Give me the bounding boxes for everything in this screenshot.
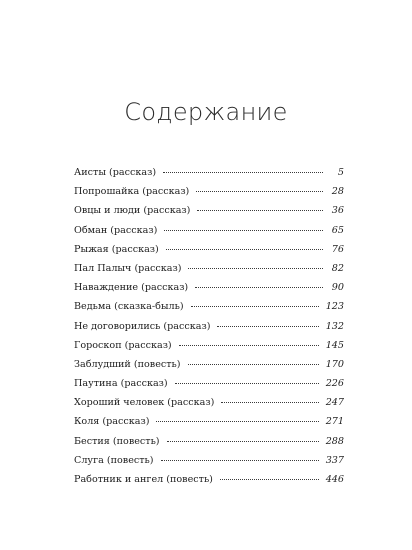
toc-entry-title: Овцы и люди (рассказ)	[74, 205, 191, 217]
toc-page-number: 247	[325, 397, 344, 409]
toc-page-number: 288	[325, 435, 344, 447]
table-of-contents	[74, 167, 344, 493]
dot-leader	[163, 171, 323, 173]
toc-entry-title: Ведьма (сказка-быль)	[74, 301, 184, 313]
dot-leader	[191, 305, 319, 307]
toc-entry	[74, 244, 344, 263]
toc-page-number: 5	[337, 167, 344, 178]
toc-entry	[74, 301, 344, 320]
toc-entry-title: Коля (рассказ)	[74, 416, 150, 428]
toc-page-number: 132	[325, 320, 344, 332]
toc-page-number: 446	[325, 474, 344, 485]
toc-entry-title: Гороскоп (рассказ)	[74, 339, 172, 351]
toc-entry	[74, 474, 344, 493]
dot-leader	[166, 248, 323, 250]
toc-entry	[74, 340, 344, 359]
toc-entry	[74, 378, 344, 397]
toc-entry	[74, 225, 344, 244]
toc-entry	[74, 397, 344, 416]
toc-page-number: 36	[331, 205, 344, 217]
toc-page-number: 271	[325, 416, 344, 428]
toc-entry	[74, 263, 344, 282]
toc-page-number: 82	[331, 262, 344, 274]
dot-leader	[156, 420, 318, 422]
toc-entry-title: Наваждение (рассказ)	[74, 282, 189, 294]
toc-entry-title: Рыжая (рассказ)	[74, 243, 159, 255]
dot-leader	[220, 478, 319, 480]
dot-leader	[188, 363, 319, 365]
toc-page-number: 337	[325, 454, 344, 466]
toc-page-number: 28	[331, 186, 344, 198]
toc-entry-title: Попрошайка (рассказ)	[74, 186, 190, 198]
dot-leader	[161, 459, 319, 461]
dot-leader	[164, 229, 323, 231]
dot-leader	[221, 401, 318, 403]
toc-page-number: 145	[325, 339, 344, 351]
toc-entry-title: Заблудший (повесть)	[74, 358, 181, 370]
toc-entry-title: Пал Палыч (рассказ)	[74, 262, 182, 274]
toc-entry-title: Не договорились (рассказ)	[74, 320, 211, 332]
toc-page-number: 65	[331, 224, 344, 236]
dot-leader	[188, 267, 323, 269]
toc-page-number: 76	[331, 243, 344, 255]
toc-entry	[74, 167, 344, 186]
toc-page-number: 226	[325, 378, 344, 390]
toc-entry	[74, 282, 344, 301]
dot-leader	[217, 325, 318, 327]
dot-leader	[179, 344, 319, 346]
toc-entry-title: Хороший человек (рассказ)	[74, 397, 215, 409]
toc-entry	[74, 416, 344, 435]
toc-entry	[74, 321, 344, 340]
dot-leader	[167, 440, 319, 442]
toc-entry	[74, 436, 344, 455]
toc-entry-title: Аисты (рассказ)	[74, 167, 157, 178]
toc-entry	[74, 186, 344, 205]
dot-leader	[175, 382, 319, 384]
toc-entry-title: Слуга (повесть)	[74, 454, 154, 466]
dot-leader	[197, 209, 323, 211]
toc-entry	[74, 359, 344, 378]
toc-page-number: 170	[325, 358, 344, 370]
dot-leader	[195, 286, 323, 288]
toc-entry-title: Бестия (повесть)	[74, 435, 160, 447]
toc-entry-title: Работник и ангел (повесть)	[74, 474, 213, 485]
toc-page-number: 123	[325, 301, 344, 313]
toc-entry	[74, 455, 344, 474]
toc-page-number: 90	[331, 282, 344, 294]
toc-entry-title: Паутина (рассказ)	[74, 378, 168, 390]
toc-entry	[74, 205, 344, 224]
toc-entry-title: Обман (рассказ)	[74, 224, 158, 236]
dot-leader	[196, 190, 323, 192]
page-title: Содержание	[124, 98, 288, 126]
